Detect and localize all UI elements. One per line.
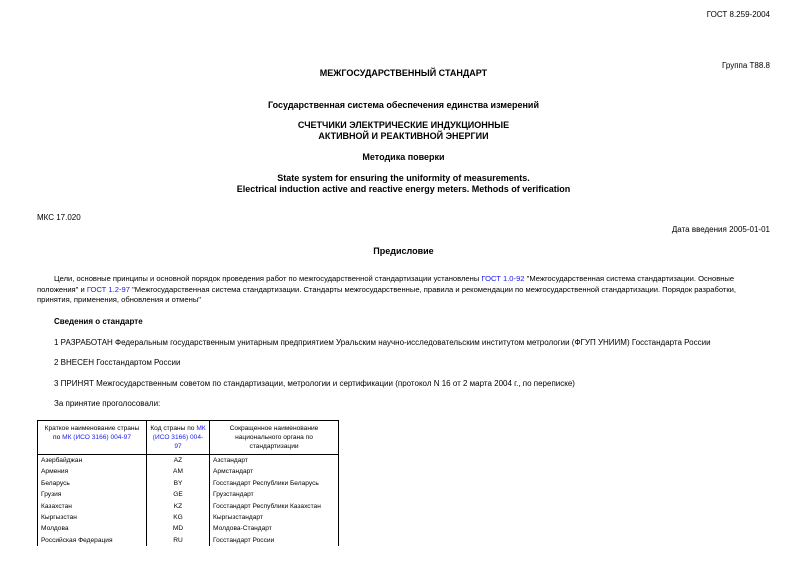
table-row: [38, 501, 339, 512]
gost-number: ГОСТ 8.259-2004: [706, 10, 770, 19]
mk-iso-link-col1[interactable]: МК (ИСО 3166) 004-97: [62, 434, 131, 441]
country-cell: Молдова: [38, 523, 147, 534]
code-cell: GE: [147, 489, 210, 500]
code-cell: BY: [147, 478, 210, 489]
table-row: [38, 455, 339, 467]
subtitle: Методика поверки: [362, 152, 445, 162]
standards-body-cell: Госстандарт Республики Беларусь: [210, 478, 339, 489]
country-cell: Беларусь: [38, 478, 147, 489]
standards-body-cell: Азстандарт: [210, 455, 339, 467]
english-title-line1: State system for ensuring the uniformity of measurements.: [277, 173, 530, 183]
code-cell: AM: [147, 466, 210, 477]
table-row: [38, 523, 339, 534]
standard-type: МЕЖГОСУДАРСТВЕННЫЙ СТАНДАРТ: [319, 68, 488, 78]
country-cell: Казахстан: [38, 501, 147, 512]
gost-1-0-92-link[interactable]: ГОСТ 1.0-92: [481, 274, 525, 283]
header-body: Сокращенное наименование национального органа по стандартизации: [210, 421, 339, 455]
item-adopted: 3 ПРИНЯТ Межгосударственным советом по стандартизации, метрологии и сертификации (протокол N 16 от 2 марта 2004 г., по переписке): [54, 379, 575, 388]
code-cell: KZ: [147, 501, 210, 512]
info-heading: Сведения о стандарте: [54, 317, 143, 326]
standard-name-line2: АКТИВНОЙ И РЕАКТИВНОЙ ЭНЕРГИИ: [318, 131, 489, 141]
para-text-a: Цели, основные принципы и основной порядок проведения работ по межгосударственной стандартизации установлены: [54, 274, 482, 283]
intro-date: Дата введения 2005-01-01: [671, 225, 770, 234]
code-cell: KG: [147, 512, 210, 523]
country-cell: Армения: [38, 466, 147, 477]
country-cell: Азербайджан: [38, 455, 147, 467]
foreword-paragraph: [37, 274, 770, 306]
countries-table: [37, 420, 339, 546]
country-cell: Российская Федерация: [38, 535, 147, 546]
group-label: Группа Т88.8: [721, 61, 770, 70]
standards-body-cell: Госстандарт Республики Казахстан: [210, 501, 339, 512]
standard-name-line1: СЧЕТЧИКИ ЭЛЕКТРИЧЕСКИЕ ИНДУКЦИОННЫЕ: [297, 120, 510, 130]
code-cell: AZ: [147, 455, 210, 467]
foreword-heading: Предисловие: [373, 246, 434, 256]
para-text-c: "Межгосударственная система стандартизации. Стандарты межгосударственные, правила и рекомендации по межгосударственной стандартизации. Порядок разработки, принятия, применения, обновления и отмены": [37, 284, 737, 304]
header-code-text: Код страны по: [150, 425, 197, 432]
table-header-row: [38, 421, 339, 455]
table-row: [38, 512, 339, 523]
code-cell: MD: [147, 523, 210, 534]
country-cell: Кыргызстан: [38, 512, 147, 523]
standards-body-cell: Молдова-Стандарт: [210, 523, 339, 534]
para-text-b: "Межгосударственная система стандартизации. Основные положения" и: [37, 274, 735, 294]
table-row: [38, 466, 339, 477]
standards-body-cell: Грузстандарт: [210, 489, 339, 500]
table-row: [38, 535, 339, 546]
standards-body-cell: Госстандарт России: [210, 535, 339, 546]
standards-body-cell: Кыргызстандарт: [210, 512, 339, 523]
voted-label: За принятие проголосовали:: [54, 399, 161, 408]
item-introduced: 2 ВНЕСЕН Госстандартом России: [54, 358, 181, 367]
mks-code: МКС 17.020: [37, 213, 81, 222]
table-row: [38, 478, 339, 489]
table-row: [38, 489, 339, 500]
code-cell: RU: [147, 535, 210, 546]
english-title-line2: Electrical induction active and reactive energy meters. Methods of verification: [236, 184, 571, 194]
header-country-text: Краткое наименование страны по: [44, 425, 140, 441]
header-country: [38, 421, 147, 455]
item-developed: 1 РАЗРАБОТАН Федеральным государственным унитарным предприятием Уральским научно-исследовательским институтом метрологии (ФГУП УНИИМ) Госстандарта России: [54, 338, 711, 347]
standards-body-cell: Армстандарт: [210, 466, 339, 477]
system-title: Государственная система обеспечения единства измерений: [268, 100, 539, 110]
country-cell: Грузия: [38, 489, 147, 500]
header-code: [147, 421, 210, 455]
mk-iso-link-col2[interactable]: МК (ИСО 3166) 004-97: [152, 425, 206, 450]
gost-1-2-97-link[interactable]: ГОСТ 1.2-97: [86, 284, 130, 294]
